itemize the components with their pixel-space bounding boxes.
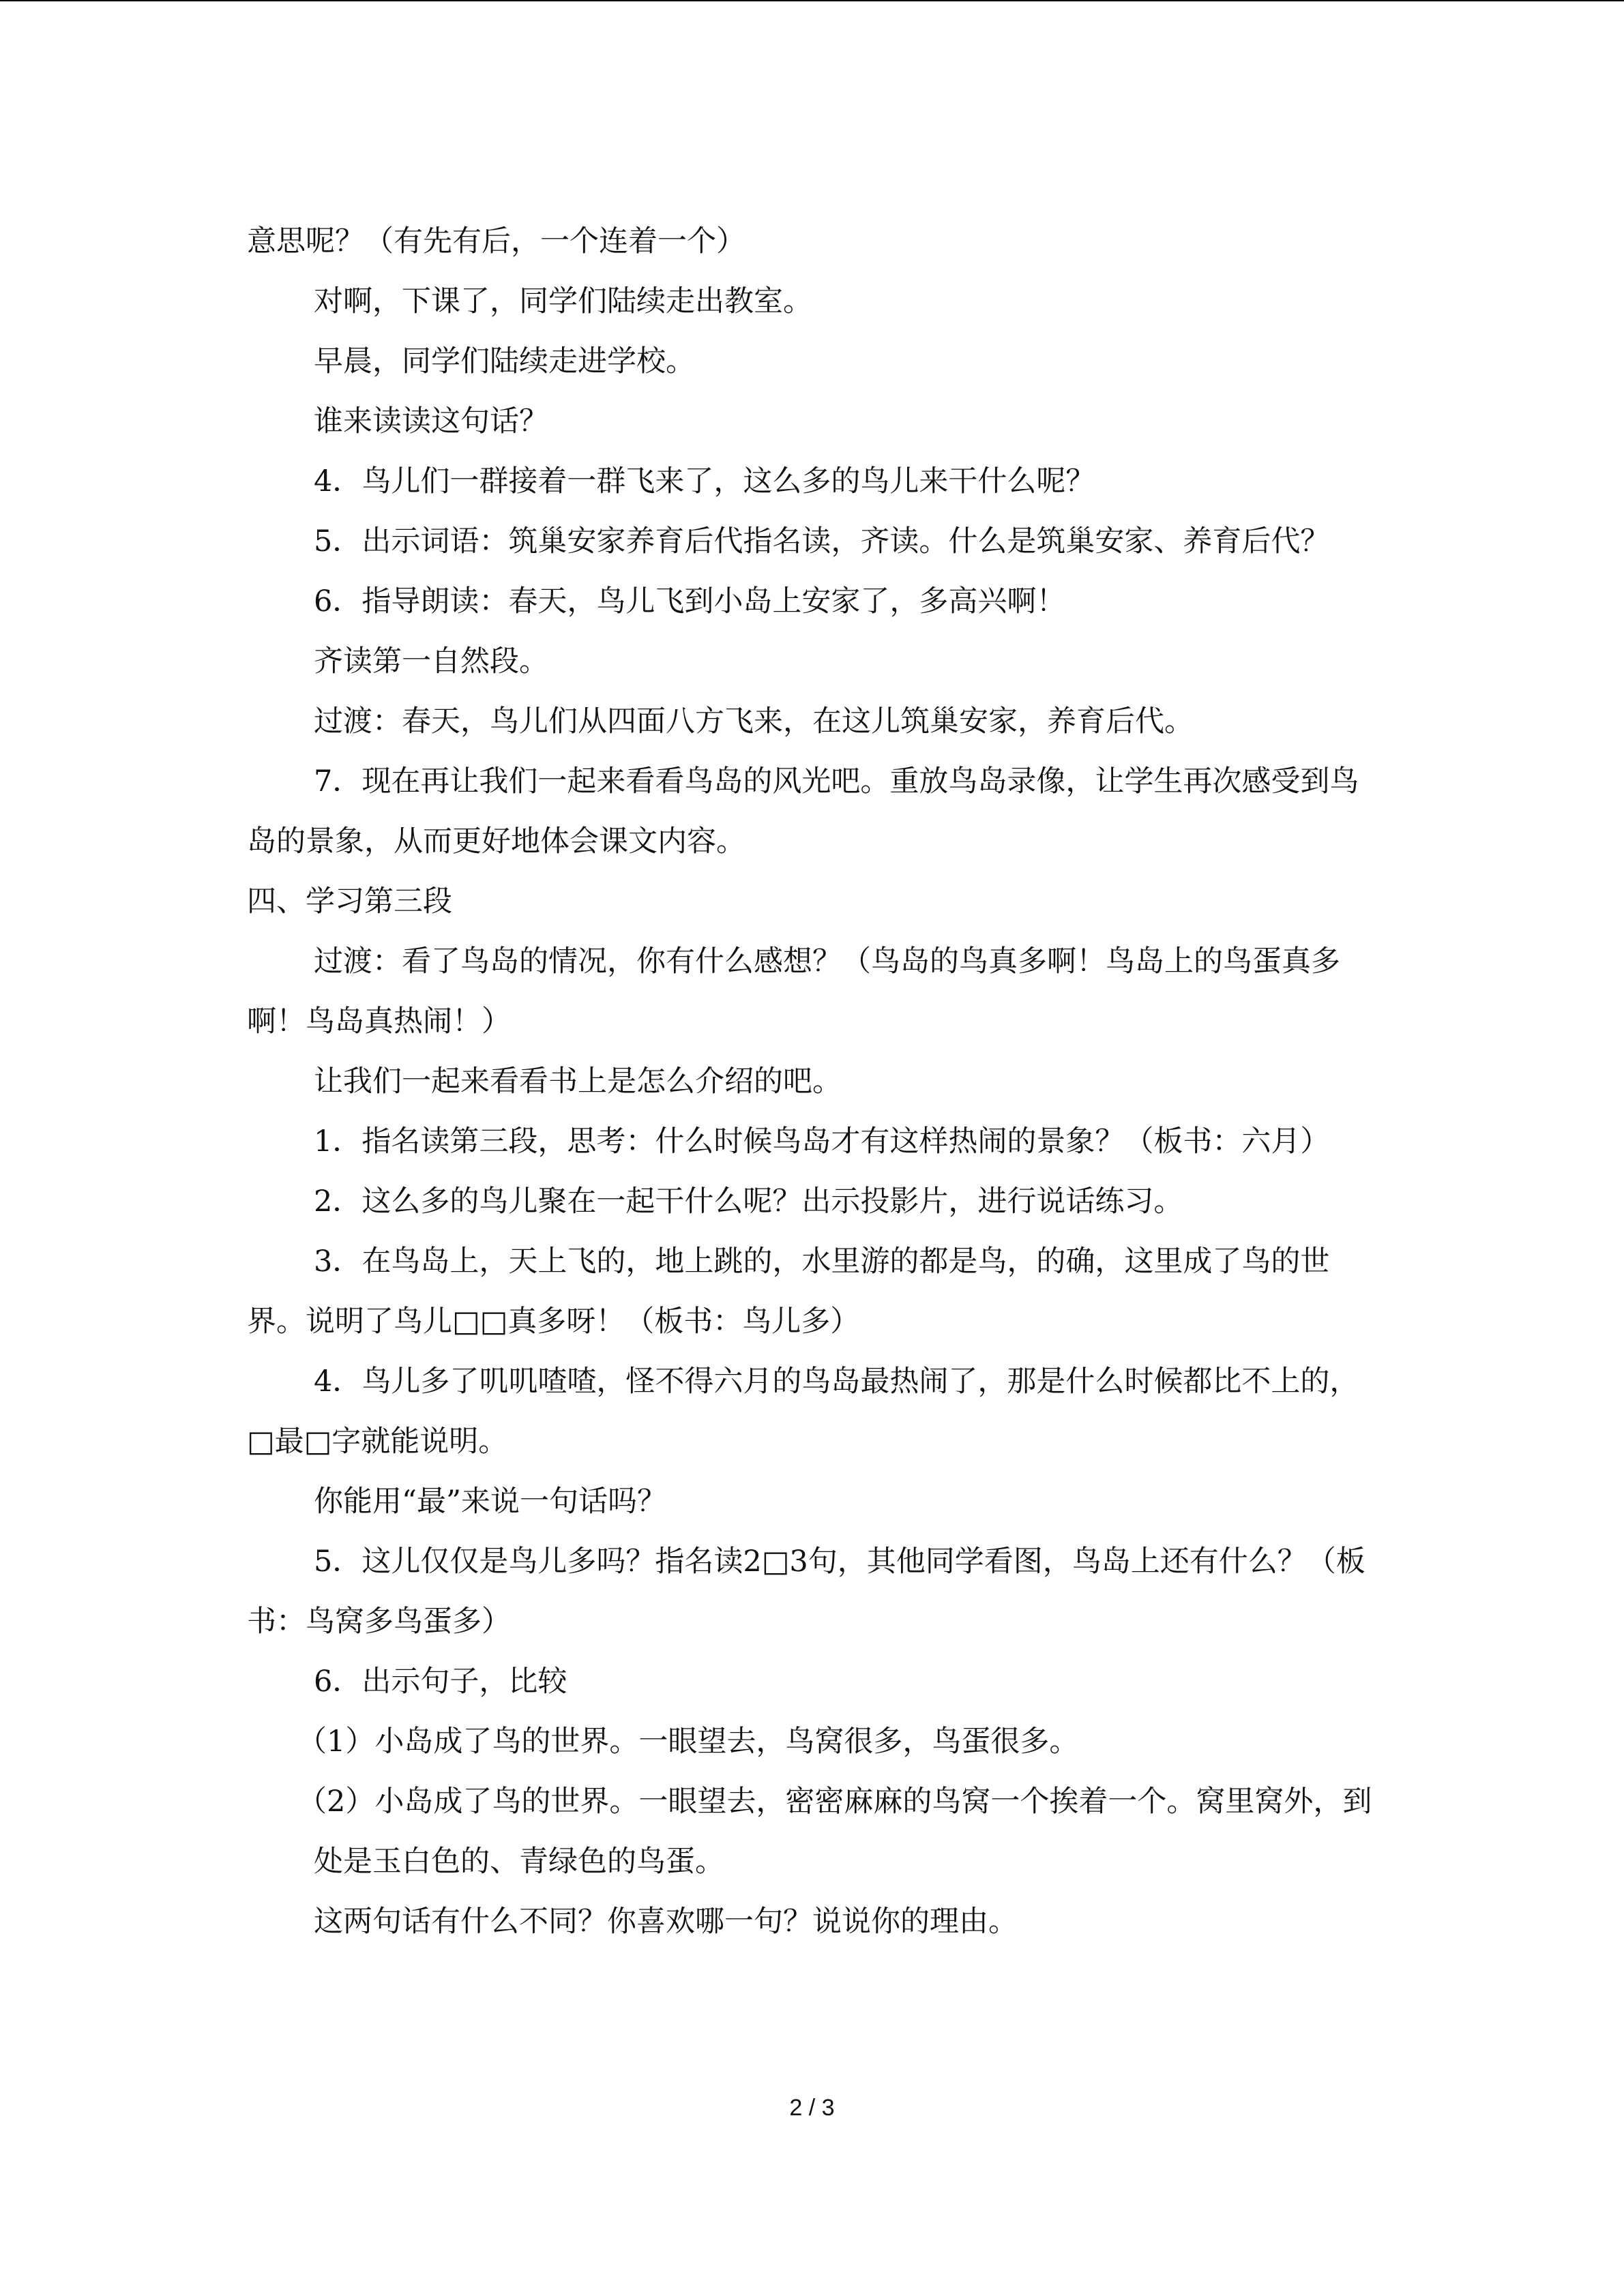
paragraph-12: 过渡：看了鸟岛的情况，你有什么感想？（鸟岛的鸟真多啊！鸟岛上的鸟蛋真多啊！鸟岛真热闹！）	[247, 944, 1340, 1039]
paragraph-10: 7．现在再让我们一起来看看鸟岛的风光吧。重放鸟岛录像，让学生再次感受到鸟岛的景象，从而更好地体会课文内容。	[247, 764, 1359, 859]
paragraph-9: 过渡：春天，鸟儿们从四面八方飞来，在这儿筑巢安家，养育后代。	[314, 704, 1194, 739]
paragraph-18: 你能用“最”来说一句话吗？	[314, 1485, 666, 1519]
example-sentence-1: （1）小岛成了鸟的世界。一眼望去，鸟窝很多，鸟蛋很多。	[297, 1725, 1079, 1759]
paragraph-6: 5．出示词语：筑巢安家养育后代指名读，齐读。什么是筑巢安家、养育后代？	[314, 524, 1330, 558]
paragraph-19: 5．这儿仅仅是鸟儿多吗？指名读2□3句，其他同学看图，鸟岛上还有什么？（板书：鸟窝多鸟蛋多）	[247, 1545, 1365, 1639]
paragraph-15: 2．这么多的鸟儿聚在一起干什么呢？出示投影片，进行说话练习。	[314, 1184, 1183, 1219]
paragraph-1: 意思呢？（有先有后，一个连着一个）	[247, 224, 745, 258]
paragraph-23: 这两句话有什么不同？你喜欢哪一句？说说你的理由。	[314, 1905, 1018, 1939]
paragraph-20: 6．出示句子，比较	[314, 1665, 567, 1699]
paragraph-13: 让我们一起来看看书上是怎么介绍的吧。	[314, 1064, 842, 1099]
paragraph-14: 1．指名读第三段，思考：什么时候鸟岛才有这样热闹的景象？（板书：六月）	[314, 1124, 1330, 1159]
page-number: 2 / 3	[789, 2095, 835, 2121]
paragraph-2: 对啊，下课了，同学们陆续走出教室。	[314, 284, 812, 318]
paragraph-16: 3．在鸟岛上，天上飞的，地上跳的，水里游的都是鸟，的确，这里成了鸟的世界。说明了鸟儿□□真多呀！（板书：鸟儿多）	[247, 1244, 1330, 1339]
section-heading: 四、学习第三段	[247, 884, 452, 919]
paragraph-8: 齐读第一自然段。	[314, 644, 548, 679]
paragraph-17: 4．鸟儿多了叽叽喳喳，怪不得六月的鸟岛最热闹了，那是什么时候都比不上的，□最□字就能说明。	[247, 1365, 1359, 1459]
paragraph-7: 6．指导朗读：春天，鸟儿飞到小岛上安家了，多高兴啊！	[314, 584, 1066, 618]
paragraph-3: 早晨，同学们陆续走进学校。	[314, 344, 695, 378]
paragraph-4: 谁来读读这句话？	[314, 404, 548, 438]
document-body	[247, 211, 1379, 1952]
paragraph-5: 4．鸟儿们一群接着一群飞来了，这么多的鸟儿来干什么呢？	[314, 464, 1095, 498]
example-sentence-2: （2）小岛成了鸟的世界。一眼望去，密密麻麻的鸟窝一个挨着一个。窝里窝外，到处是玉白色的、青绿色的鸟蛋。	[297, 1785, 1372, 1879]
